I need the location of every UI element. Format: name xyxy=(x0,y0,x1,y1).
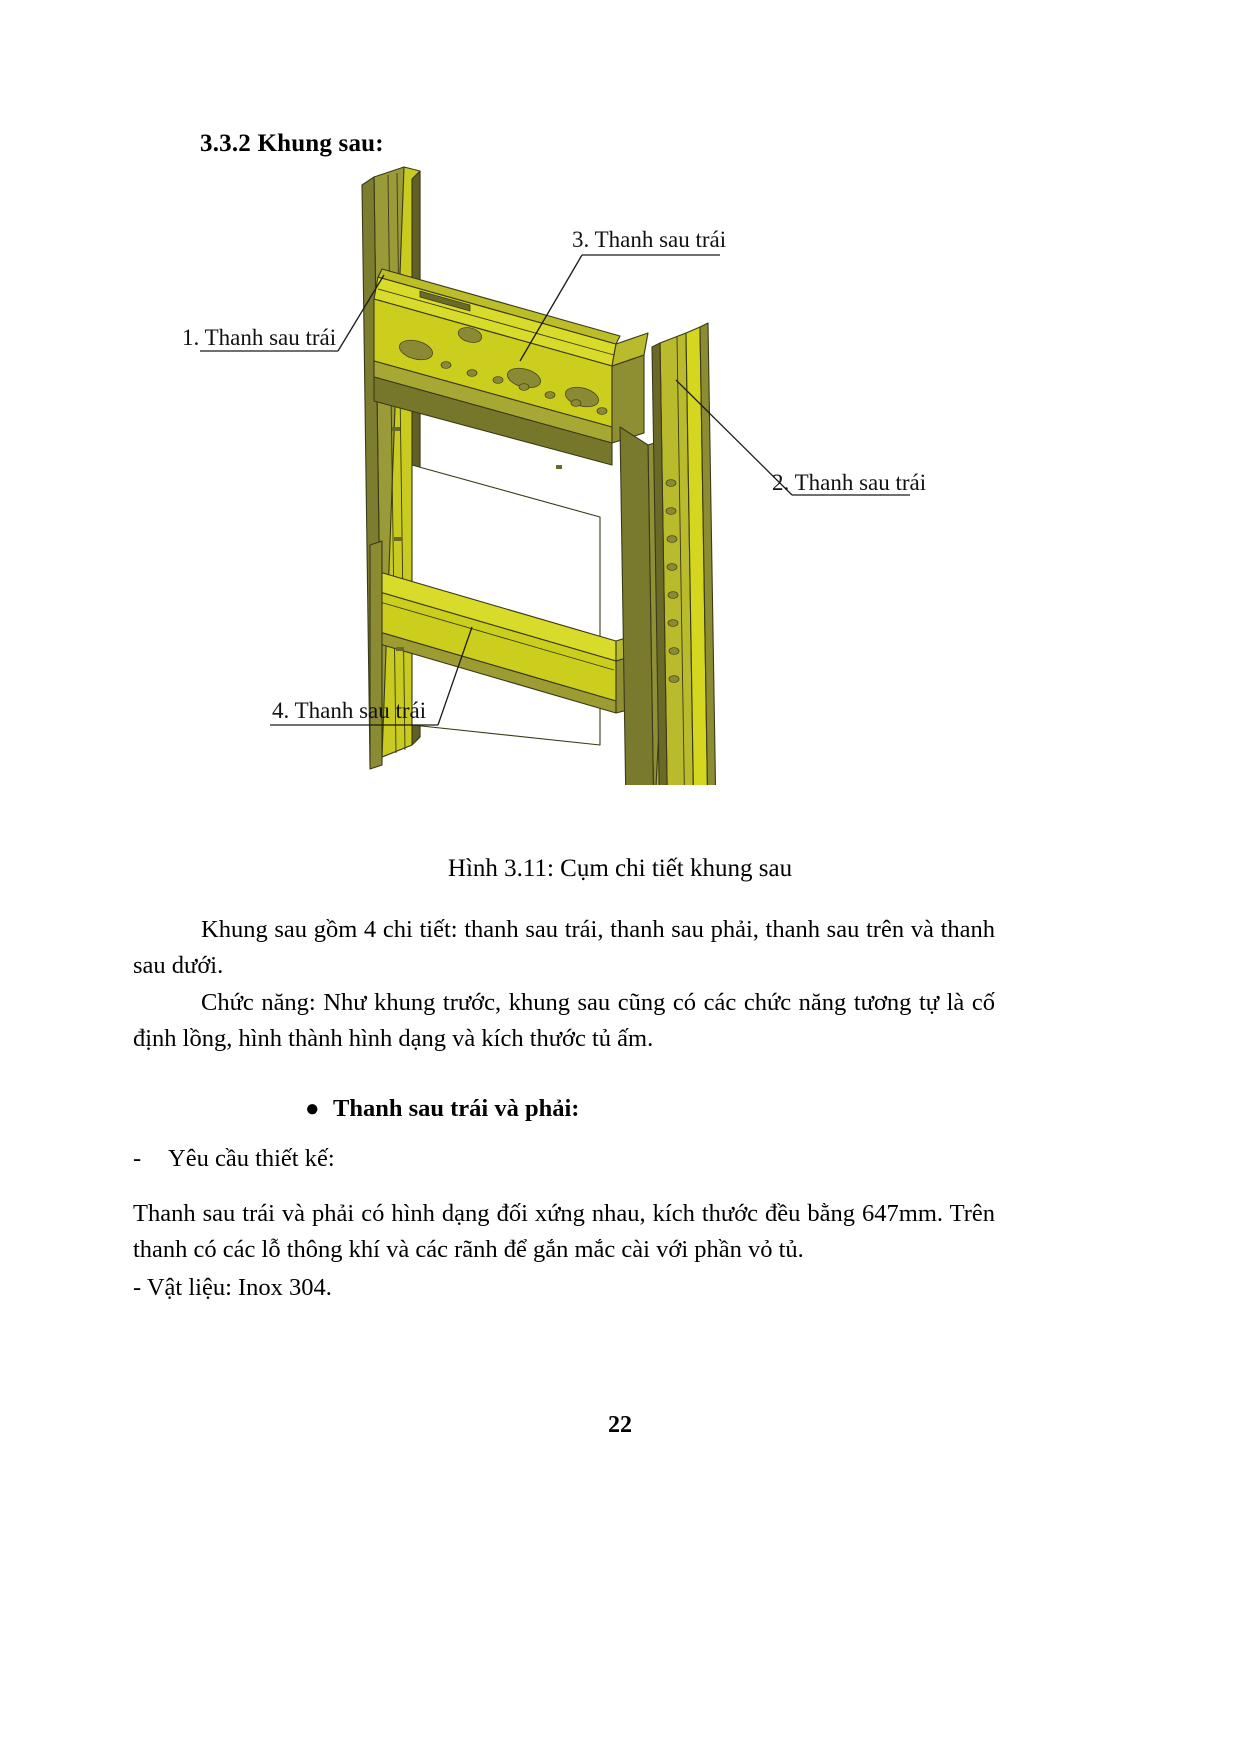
figure-label-2 xyxy=(676,380,926,495)
figure-label-3-text: 3. Thanh sau trái xyxy=(572,227,727,252)
bullet-item-1 xyxy=(133,1095,995,1123)
dash-item-1 xyxy=(133,1145,995,1173)
paragraph-2: Chức năng: Như khung trước, khung sau cũng có các chức năng tương tự là cố định lồng, hình thành hình dạng và kích thước tủ ấm. xyxy=(133,989,995,1053)
figure-caption: Hình 3.11: Cụm chi tiết khung sau xyxy=(447,855,793,882)
figure-label-2-text: 2. Thanh sau trái xyxy=(772,470,927,495)
frame-left-lower-joint xyxy=(370,541,382,769)
figure-label-1-text: 1. Thanh sau trái xyxy=(182,325,337,350)
dash-item-1-label: Yêu cầu thiết kế: xyxy=(168,1145,335,1172)
dash-marker-icon: - xyxy=(133,1145,142,1172)
page-number: 22 xyxy=(608,1412,632,1438)
bullet-item-1-label: Thanh sau trái và phải: xyxy=(333,1095,580,1122)
paragraph-4: - Vật liệu: Inox 304. xyxy=(133,1274,332,1301)
figure-rear-frame-assembly xyxy=(120,165,1120,785)
figure-label-4-text: 4. Thanh sau trái xyxy=(272,698,427,723)
page-title: 3.3.2 Khung sau: xyxy=(200,130,384,157)
bullet-marker-icon: ● xyxy=(305,1096,320,1122)
figure-label-1 xyxy=(182,275,384,351)
part-far-right-post xyxy=(652,323,716,785)
paragraph-1: Khung sau gồm 4 chi tiết: thanh sau trái, thanh sau phải, thanh sau trên và thanh sau dưới. xyxy=(133,916,995,980)
paragraph-3: Thanh sau trái và phải có hình dạng đối xứng nhau, kích thước đều bằng 647mm. Trên thanh có các lỗ thông khí và các rãnh để gắn mắc cài với phần vỏ tủ. xyxy=(133,1200,995,1264)
